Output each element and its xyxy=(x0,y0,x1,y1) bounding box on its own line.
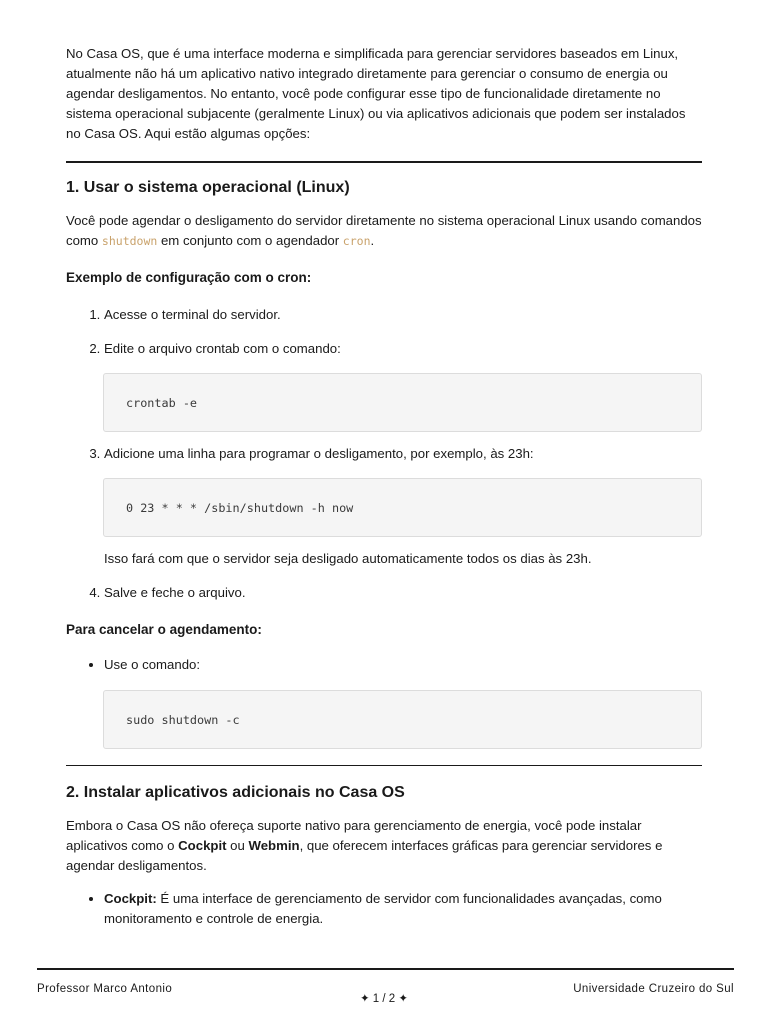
section2-text-c: , que oferecem interfaces gráficas para gerenciar servidores e agendar desligamentos. xyxy=(66,838,663,873)
section2-paragraph xyxy=(66,816,702,876)
section1-text-b: em conjunto com o agendador xyxy=(157,233,343,248)
step-3-note: Isso fará com que o servidor seja desligado automaticamente todos os dias às 23h. xyxy=(104,551,592,566)
cancel-item xyxy=(104,655,702,749)
cockpit-name: Cockpit xyxy=(178,838,227,853)
step-item-2 xyxy=(104,339,702,432)
step-item-1: 1. Acesse o terminal do servidor. xyxy=(104,305,702,325)
cockpit-bullet xyxy=(104,889,702,929)
cancel-item-label: Use o comando: xyxy=(104,657,201,672)
intro-paragraph: No Casa OS, que é uma interface moderna e simplificada para gerenciar servidores baseados em Linux, atualmente não há um aplicativo nativo integrado diretamente para gerenciar o consumo de energia ou agendar desligamentos. No entanto, você pode configurar esse tipo de funcionalidade diretamente no sistema operacional subjacente (geralmente Linux) ou via aplicativos adicionais que podem ser instalados no Casa OS. Aqui estão algumas opções: xyxy=(66,46,686,141)
inline-code-cron: cron xyxy=(342,234,371,248)
step-item-3 xyxy=(104,444,702,569)
steps-list xyxy=(66,305,702,603)
page-number: ✦ 1 / 2 ✦ xyxy=(359,993,409,1005)
section2-text-b: ou xyxy=(226,838,249,853)
section-divider-1 xyxy=(66,161,702,163)
inline-code-shutdown: shutdown xyxy=(101,234,158,248)
section2-text-a: Embora o Casa OS não ofereça suporte nativo para gerenciamento de energia, você pode instalar aplicativos como o xyxy=(66,818,642,853)
cancel-list xyxy=(66,655,702,749)
footer-author: Professor Marco Antonio xyxy=(37,983,173,995)
code-block-crontab: crontab -e xyxy=(103,373,702,432)
cancel-heading: Para cancelar o agendamento: xyxy=(66,622,262,637)
step-item-3-label: Adicione uma linha para programar o desligamento, por exemplo, às 23h: xyxy=(104,446,534,461)
section1-text-c: . xyxy=(370,233,375,248)
example-heading: Exemplo de configuração com o cron: xyxy=(66,270,312,285)
code-block-cronline: 0 23 * * * /sbin/shutdown -h now xyxy=(103,478,702,537)
webmin-name: Webmin xyxy=(248,838,300,853)
section-divider-2 xyxy=(66,765,702,766)
step-item-2-label: Edite o arquivo crontab com o comando: xyxy=(104,341,341,356)
document-body xyxy=(66,44,702,929)
code-block-cancel: sudo shutdown -c xyxy=(103,690,702,749)
section1-heading: 1. Usar o sistema operacional (Linux) xyxy=(66,179,350,196)
step-item-4: 4. Salve e feche o arquivo. xyxy=(104,583,702,603)
section1-text-a: Você pode agendar o desligamento do servidor diretamente no sistema operacional Linux usando comandos como xyxy=(66,213,702,248)
section2-heading: 2. Instalar aplicativos adicionais no Casa OS xyxy=(66,784,405,801)
section1-paragraph xyxy=(66,211,702,251)
apps-list xyxy=(66,889,702,929)
cockpit-bullet-label: Cockpit: xyxy=(104,891,157,906)
footer-institution: Universidade Cruzeiro do Sul xyxy=(573,983,734,995)
cockpit-bullet-text: É uma interface de gerenciamento de servidor com funcionalidades avançadas, como monitoramento e controle de energia. xyxy=(104,891,662,926)
footer-divider xyxy=(37,968,734,970)
